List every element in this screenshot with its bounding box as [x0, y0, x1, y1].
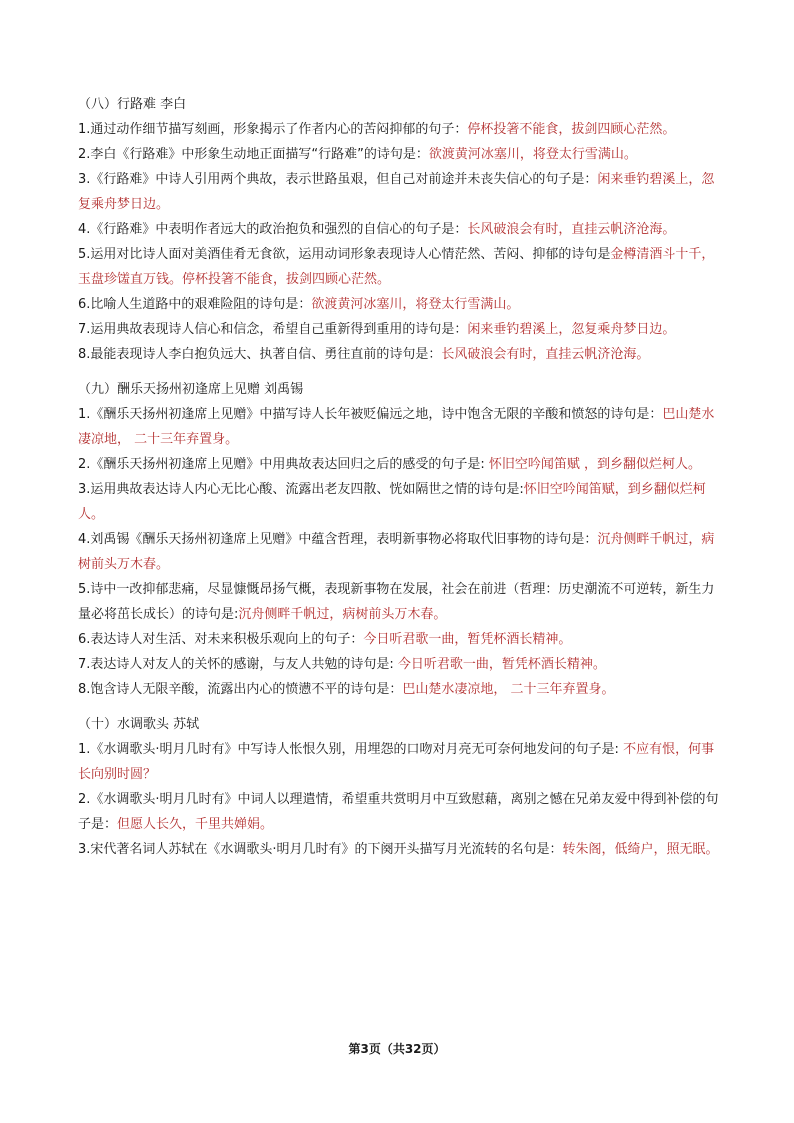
- question-text: 4.《行路难》中表明作者远大的政治抱负和强烈的自信心的句子是：: [78, 222, 468, 237]
- question-text: 4.刘禹锡《酬乐天扬州初逢席上见赠》中蕴含哲理，表明新事物必将取代旧事物的诗句是：: [78, 532, 598, 547]
- answer-text: 转朱阁，低绮户，照无眠。: [562, 842, 719, 857]
- list-item: [78, 652, 720, 677]
- question-text: 2.李白《行路难》中形象生动地正面描写“行路难”的诗句是：: [78, 147, 429, 162]
- question-text: 5.诗中一改抑郁悲痛，尽显慷慨昂扬气概，表现新事物在发展，社会在前进（哲理：历史潮流不可逆转，新生力量必将茁长成长）的诗句是:: [78, 582, 715, 622]
- list-item: [78, 117, 720, 142]
- list-item: [78, 452, 720, 477]
- answer-text: 但愿人长久，千里共婵娟。: [117, 817, 274, 832]
- answer-text: 怀旧空吟闻笛赋 ，到乡翻似烂柯人。: [488, 457, 702, 472]
- answer-text: 今日听君歌一曲，暂凭杯酒长精神。: [363, 632, 572, 647]
- list-item: [78, 167, 720, 217]
- list-item: [78, 402, 720, 452]
- list-item: [78, 837, 720, 862]
- list-item: [78, 477, 720, 527]
- question-text: 3.《行路难》中诗人引用两个典故，表示世路虽艰，但自己对前途并未丧失信心的句子是：: [78, 172, 598, 187]
- answer-text: 巴山楚水凄凉地， 二十三年弃置身。: [78, 407, 715, 447]
- answer-text: 不应有恨，何事长向别时圆？: [78, 742, 715, 782]
- page-footer: 第3页（共32页）: [348, 1042, 446, 1056]
- answer-text: 巴山楚水凄凉地， 二十三年弃置身。: [402, 682, 615, 697]
- list-item: [78, 527, 720, 577]
- answer-text: 沉舟侧畔千帆过，病树前头万木春。: [238, 607, 447, 622]
- answer-text: 长风破浪会有时，直挂云帆济沧海。: [441, 347, 650, 362]
- list-item: [78, 317, 720, 342]
- question-text: 3.运用典故表达诗人内心无比心酸、流露出老友四散、恍如隔世之情的诗句是:: [78, 482, 524, 497]
- question-text: 7.表达诗人对友人的关怀的感谢，与友人共勉的诗句是:: [78, 657, 398, 672]
- answer-text: 沉舟侧畔千帆过，病树前头万木春。: [78, 532, 715, 572]
- list-item: [78, 292, 720, 317]
- answer-text: 怀旧空吟闻笛赋，到乡翻似烂柯人。: [78, 482, 706, 522]
- answer-text: 欲渡黄河冰塞川，将登太行雪满山。: [311, 297, 520, 312]
- question-text: 1.《酬乐天扬州初逢席上见赠》中描写诗人长年被贬偏远之地，诗中饱含无限的辛酸和愤怒的诗句是：: [78, 407, 663, 422]
- question-text: 3.宋代著名词人苏轼在《水调歌头·明月几时有》的下阕开头描写月光流转的名句是：: [78, 842, 563, 857]
- question-text: 8.最能表现诗人李白抱负远大、执著自信、勇往直前的诗句是：: [78, 347, 442, 362]
- answer-text: 停杯投箸不能食，拔剑四顾心茫然。: [467, 122, 676, 137]
- list-item: [78, 737, 720, 787]
- question-text: 5.运用对比诗人面对美酒佳肴无食欲，运用动词形象表现诗人心情茫然、苦闷、抑郁的诗句是: [78, 247, 611, 262]
- document-body: [78, 93, 720, 862]
- answer-text: 长风破浪会有时，直挂云帆济沧海。: [467, 222, 676, 237]
- question-text: 1.《水调歌头·明月几时有》中写诗人怅恨久别，用埋怨的口吻对月亮无可奈何地发问的句子是:: [78, 742, 624, 757]
- question-text: 6.比喻人生道路中的艰难险阻的诗句是：: [78, 297, 312, 312]
- list-item: [78, 577, 720, 627]
- question-text: 1.通过动作细节描写刻画，形象揭示了作者内心的苦闷抑郁的句子：: [78, 122, 468, 137]
- answer-text: 今日听君歌一曲，暂凭杯酒长精神。: [397, 657, 606, 672]
- question-text: 6.表达诗人对生活、对未来积极乐观向上的句子：: [78, 632, 364, 647]
- answer-text: 闲来垂钓碧溪上，忽复乘舟梦日边。: [467, 322, 676, 337]
- list-item: [78, 627, 720, 652]
- question-text: 2.《水调歌头·明月几时有》中词人以理遣情，希望重共赏明月中互致慰藉，离别之憾在兄弟友爱中得到补偿的句子是：: [78, 792, 719, 832]
- question-text: 7.运用典故表现诗人信心和信念，希望自己重新得到重用的诗句是：: [78, 322, 468, 337]
- question-text: 2.《酬乐天扬州初逢席上见赠》中用典故表达回归之后的感受的句子是:: [78, 457, 489, 472]
- section-title: （八）行路难 李白: [78, 97, 187, 112]
- answer-text: 金樽清酒斗十千，玉盘珍馐直万钱。停杯投箸不能食，拔剑四顾心茫然。: [78, 247, 715, 287]
- list-item: [78, 677, 720, 702]
- section-title: （十）水调歌头 苏轼: [78, 717, 200, 732]
- list-item: [78, 787, 720, 837]
- list-item: [78, 342, 720, 367]
- section-title: （九）酬乐天扬州初逢席上见赠 刘禹锡: [78, 382, 304, 397]
- section-gap: [78, 367, 720, 378]
- answer-text: 欲渡黄河冰塞川，将登太行雪满山。: [428, 147, 637, 162]
- answer-text: 闲来垂钓碧溪上，忽复乘舟梦日边。: [78, 172, 715, 212]
- question-text: 8.饱含诗人无限辛酸，流露出内心的愤懑不平的诗句是：: [78, 682, 403, 697]
- list-item: [78, 217, 720, 242]
- list-item: [78, 242, 720, 292]
- list-item: [78, 142, 720, 167]
- section-gap: [78, 702, 720, 713]
